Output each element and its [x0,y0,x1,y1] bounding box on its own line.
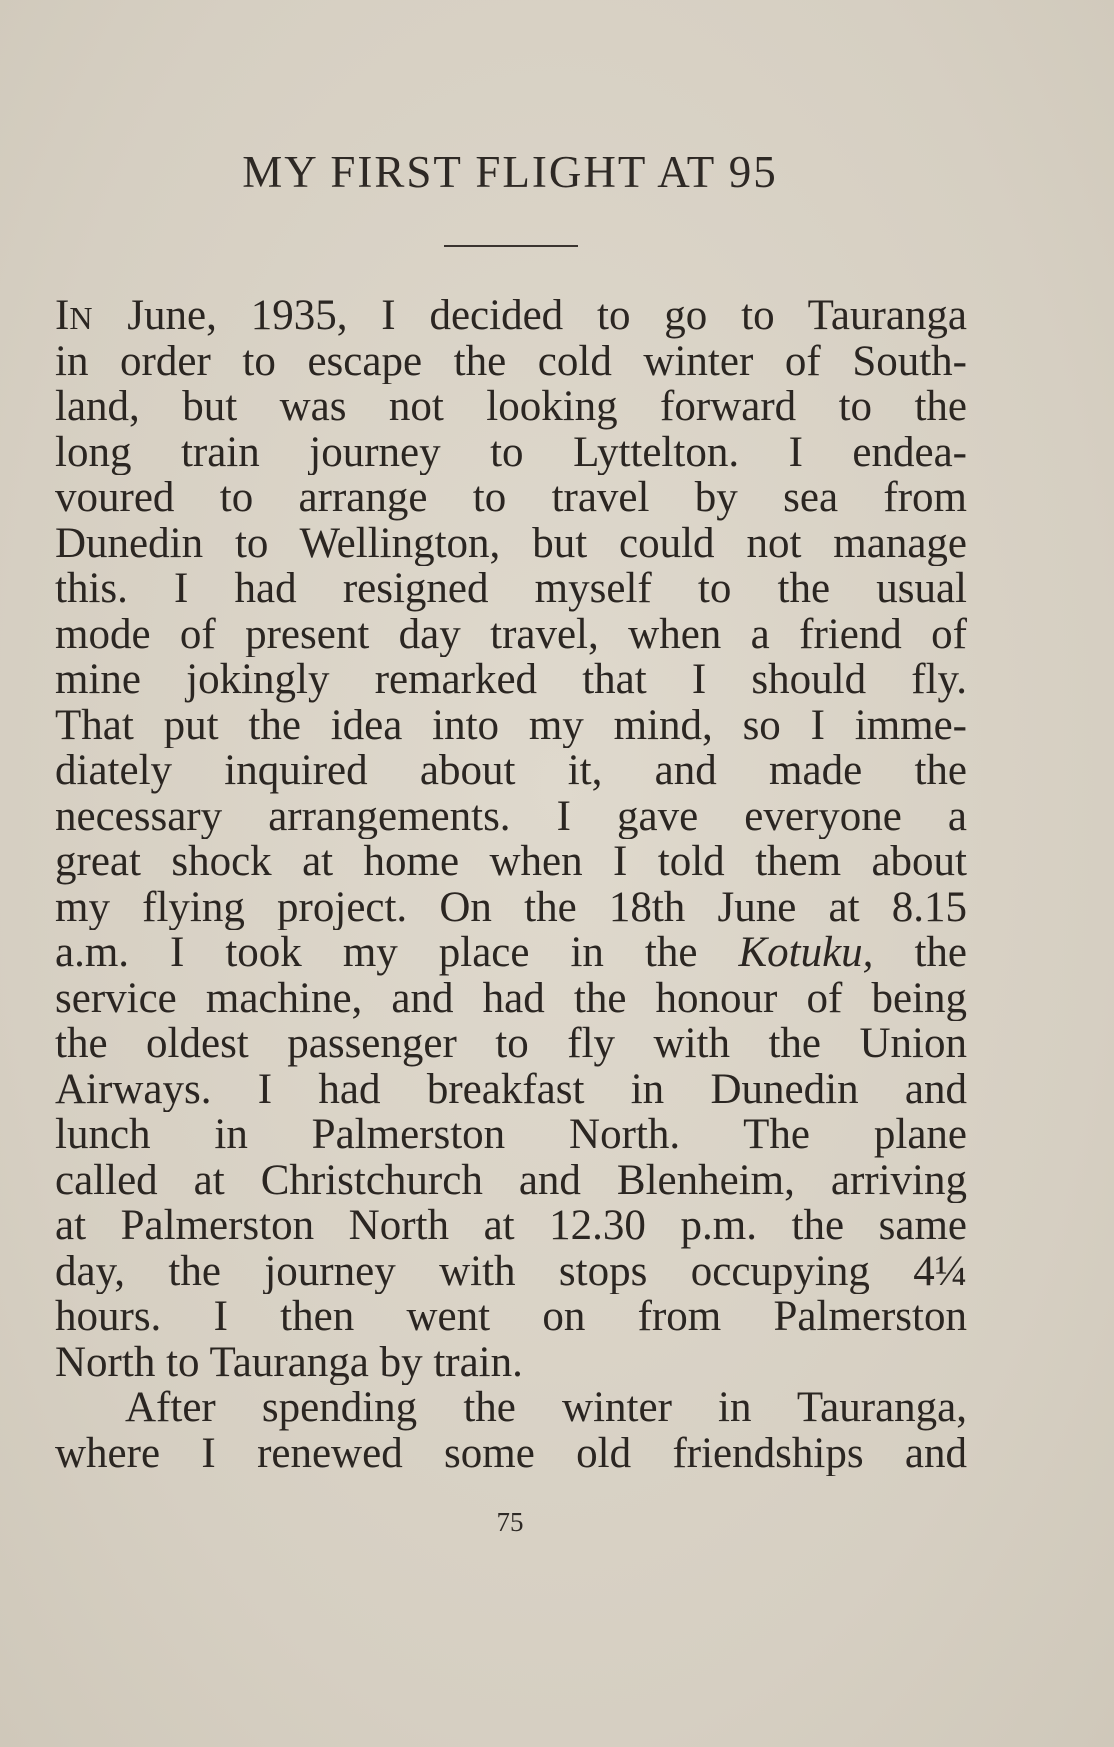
text-line: North to Tauranga by train. [55,1339,523,1385]
text-line: mine jokingly remarked that I should fly. [55,657,967,703]
text-line: lunch in Palmerston North. The plane [55,1112,967,1158]
text-line: After spending the winter in Tauranga, [125,1385,967,1431]
text-line: the oldest passenger to fly with the Union [55,1021,967,1067]
text-line: at Palmerston North at 12.30 p.m. the same [55,1203,967,1249]
text-line: where I renewed some old friendships and [55,1430,967,1476]
text-line: my flying project. On the 18th June at 8.15 [55,884,967,930]
text-line: diately inquired about it, and made the [55,748,967,794]
text-line: Airways. I had breakfast in Dunedin and [55,1066,967,1112]
text-line-kotuku [55,930,967,976]
text-line [55,293,967,339]
text-line: mode of present day travel, when a friend of [55,611,967,657]
text-line: Dunedin to Wellington, but could not manage [55,520,967,566]
opening-cap: I [55,293,70,339]
kotuku-line-post: the [873,930,967,976]
text-line: service machine, and had the honour of being [55,975,967,1021]
text-line: hours. I then went on from Palmerston [55,1294,967,1340]
text-line: land, but was not looking forward to the [55,384,967,430]
text-line: this. I had resigned myself to the usual [55,566,967,612]
page-number: 75 [496,1507,524,1537]
kotuku-name: Kotuku, [738,930,874,976]
text-line: great shock at home when I told them about [55,839,967,885]
text-line: voured to arrange to travel by sea from [55,475,967,521]
title-rule [444,245,578,247]
text-line: That put the idea into my mind, so I imme- [55,702,967,748]
text-line: in order to escape the cold winter of South- [55,338,967,384]
text-line: long train journey to Lyttelton. I endea- [55,429,967,475]
chapter-title: MY FIRST FLIGHT AT 95 [242,147,778,197]
text-line: called at Christchurch and Blenheim, arriving [55,1157,967,1203]
opening-line-rest: June, 1935, I decided to go to Tauranga [93,293,967,339]
text-line: necessary arrangements. I gave everyone a [55,793,967,839]
text-line: day, the journey with stops occupying 4¼ [55,1248,967,1294]
kotuku-line-pre: a.m. I took my place in the [55,930,739,976]
opening-small-cap: N [69,300,94,336]
body-text [55,293,967,1476]
